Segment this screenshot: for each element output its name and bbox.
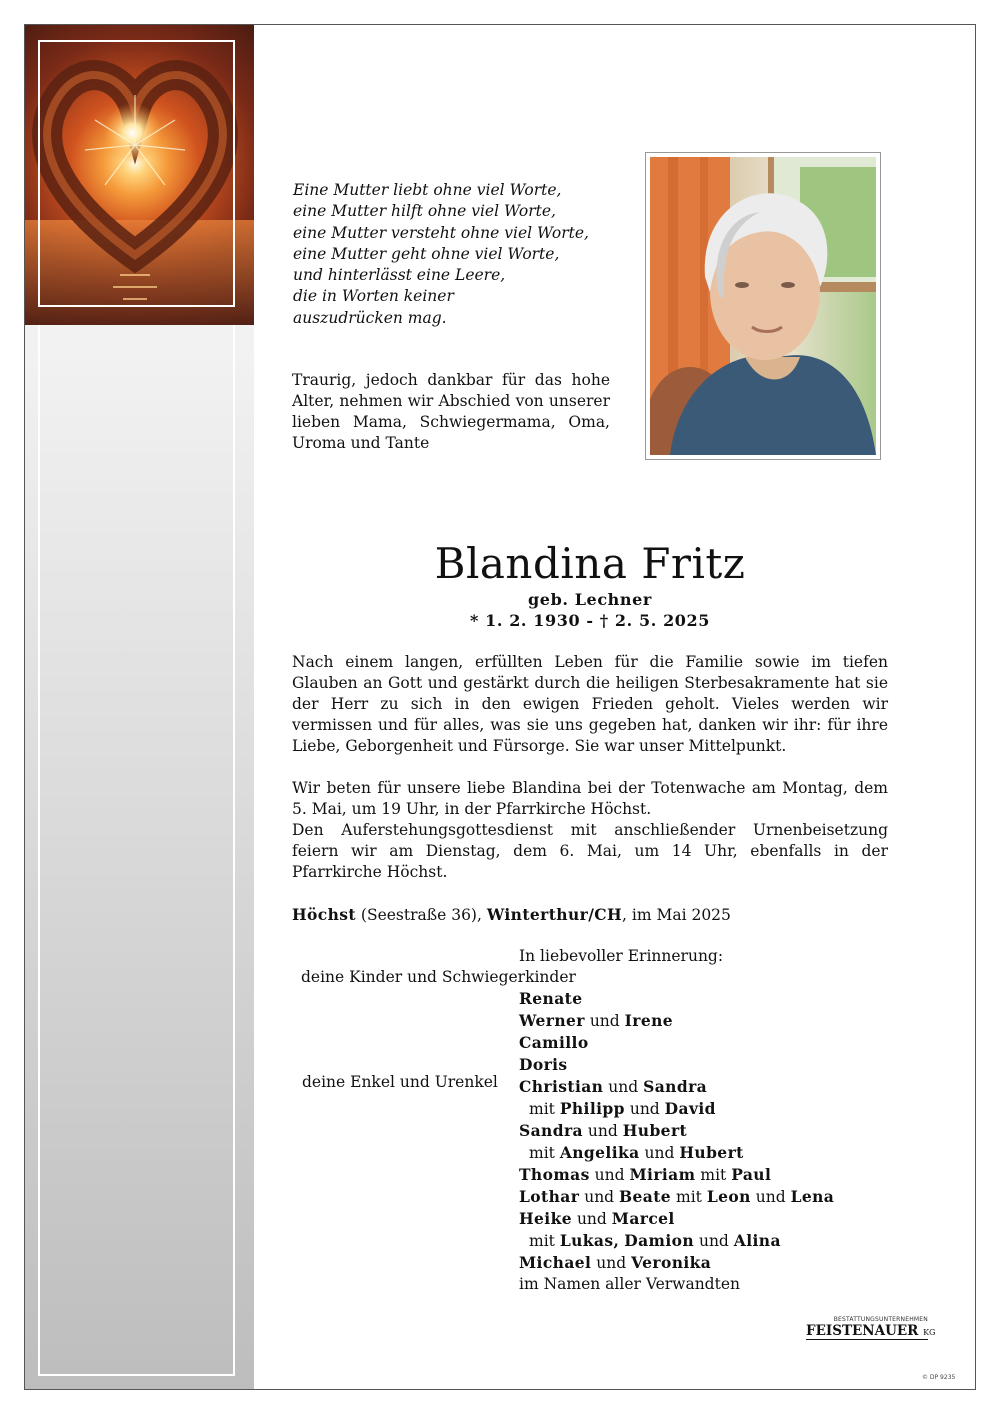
- mourner-name: Sandra: [643, 1077, 708, 1096]
- deceased-name: Blandina Fritz: [434, 539, 746, 588]
- mourner-name: Alina: [733, 1231, 781, 1250]
- with-text: mit: [529, 1232, 555, 1250]
- mourner-name: Angelika: [559, 1143, 640, 1162]
- mourner-name: Camillo: [519, 1033, 589, 1052]
- list-item: [519, 1208, 834, 1230]
- mourner-name: Renate: [519, 989, 583, 1008]
- list-item: [519, 1032, 834, 1054]
- mourner-name: Lothar: [519, 1187, 580, 1206]
- mourner-name: Sandra: [519, 1121, 583, 1140]
- with-text: mit: [529, 1144, 555, 1162]
- and-text: und: [594, 1166, 625, 1184]
- portrait-photo: [645, 152, 881, 460]
- mourner-name: Leon: [706, 1187, 751, 1206]
- list-item: [519, 1142, 834, 1164]
- with-text: mit: [700, 1166, 727, 1184]
- and-text: und: [755, 1188, 786, 1206]
- list-item: [519, 1010, 834, 1032]
- and-text: und: [608, 1078, 639, 1096]
- poem-line: und hinterlässt eine Leere,: [293, 266, 506, 285]
- mourner-name: Miriam: [629, 1165, 696, 1184]
- funeral-text: Den Auferstehungsgottesdienst mit anschließender Urnenbeisetzung feiern wir am Dienstag, dem 6. Mai, um 14 Uhr, ebenfalls in der Pfarrkirche Höchst.: [292, 821, 888, 881]
- funeral-home-logo: [806, 1316, 936, 1342]
- poem-line: Eine Mutter liebt ohne viel Worte,: [293, 181, 562, 199]
- mourner-name: Thomas: [519, 1165, 590, 1184]
- and-text: und: [584, 1188, 615, 1206]
- heart-image-frame: [38, 40, 235, 307]
- and-text: und: [576, 1210, 607, 1228]
- logo-name: FEISTENAUER: [806, 1323, 919, 1339]
- copyright-mark: © DP 9235: [922, 1374, 956, 1381]
- place-winterthur: Winterthur/CH: [486, 905, 623, 924]
- list-item: [519, 988, 834, 1010]
- group-children-label: deine Kinder und Schwiegerkinder: [301, 968, 576, 986]
- mourner-name: Hubert: [679, 1143, 744, 1162]
- closing-text: im Namen aller Verwandten: [519, 1275, 740, 1293]
- mourner-name: Doris: [519, 1055, 568, 1074]
- list-item: [519, 1164, 834, 1186]
- poem-line: eine Mutter geht ohne viel Worte,: [293, 244, 560, 263]
- mourner-name: Irene: [624, 1011, 674, 1030]
- list-item: [519, 1098, 834, 1120]
- list-item: [519, 1252, 834, 1274]
- and-text: und: [644, 1144, 675, 1162]
- mourner-name: Philipp: [559, 1099, 625, 1118]
- mourner-name: Paul: [731, 1165, 772, 1184]
- and-text: und: [587, 1122, 618, 1140]
- mourner-name: Michael: [519, 1253, 592, 1272]
- mourner-name: Marcel: [611, 1209, 675, 1228]
- mourner-name: Beate: [619, 1187, 672, 1206]
- place-date-line: [292, 904, 888, 926]
- logo-subtitle: BESTATTUNGSUNTERNEHMEN: [833, 1316, 928, 1323]
- logo-title: [806, 1323, 936, 1340]
- maiden-name: geb. Lechner: [528, 590, 652, 609]
- list-item: [519, 1186, 834, 1208]
- with-text: mit: [676, 1188, 702, 1206]
- and-text: und: [596, 1254, 627, 1272]
- mourner-name: Lena: [790, 1187, 835, 1206]
- mourner-name: David: [664, 1099, 716, 1118]
- wake-text: Wir beten für unsere liebe Blandina bei der Totenwache am Montag, dem 5. Mai, um 19 Uhr, in der Pfarrkirche Höchst.: [292, 779, 888, 818]
- list-item: [519, 1076, 834, 1098]
- mourners-list: [519, 988, 834, 1295]
- portrait-image: [650, 157, 876, 455]
- poem-line: die in Worten keiner: [293, 287, 454, 306]
- mourner-name: Veronika: [631, 1253, 712, 1272]
- mourner-name: Hubert: [622, 1121, 688, 1140]
- logo-suffix: KG: [923, 1328, 936, 1337]
- poem-line: auszudrücken mag.: [293, 308, 447, 327]
- list-item: [519, 1230, 834, 1252]
- place-hoechst: Höchst: [292, 905, 356, 924]
- mourners-heading: In liebevoller Erinnerung:: [519, 947, 724, 965]
- and-text: und: [629, 1100, 660, 1118]
- with-text: mit: [529, 1100, 555, 1118]
- poem-line: eine Mutter versteht ohne viel Worte,: [293, 223, 589, 242]
- mourner-name: Christian: [519, 1077, 604, 1096]
- mourner-name: Damion: [624, 1231, 695, 1250]
- list-item: [519, 1054, 834, 1076]
- poem-line: eine Mutter hilft ohne viel Worte,: [293, 202, 556, 221]
- mourner-name: Werner: [519, 1011, 585, 1030]
- group-grandchildren-label: deine Enkel und Urenkel: [302, 1073, 498, 1091]
- list-item: [519, 1120, 834, 1142]
- and-text: und: [589, 1012, 620, 1030]
- mourner-name: Heike: [519, 1209, 572, 1228]
- service-paragraph: [292, 778, 888, 883]
- and-text: und: [698, 1232, 729, 1250]
- address-text: (Seestraße 36),: [355, 906, 487, 924]
- obituary-paragraph: Nach einem langen, erfüllten Leben für die Familie sowie im tiefen Glauben an Gott und gestärkt durch die heiligen Sterbesakramente hat sie der Herr zu sich in den ewigen Frieden geholt. Vieles werden wir vermissen und für alles, was sie uns gegeben hat, danken wir ihr: für ihre Liebe, Geborgenheit und Fürsorge. Sie war unser Mittelpunkt.: [292, 653, 888, 755]
- portrait-illustration: [650, 157, 876, 455]
- date-text: , im Mai 2025: [622, 906, 731, 924]
- intro-text: Traurig, jedoch dankbar für das hohe Alter, nehmen wir Abschied von unserer lieben Mama, Schwiegermama, Oma, Uroma und Tante: [292, 371, 610, 452]
- mourner-name: Lukas,: [559, 1231, 620, 1250]
- poem: [293, 180, 623, 329]
- life-dates: * 1. 2. 1930 - † 2. 5. 2025: [469, 611, 710, 630]
